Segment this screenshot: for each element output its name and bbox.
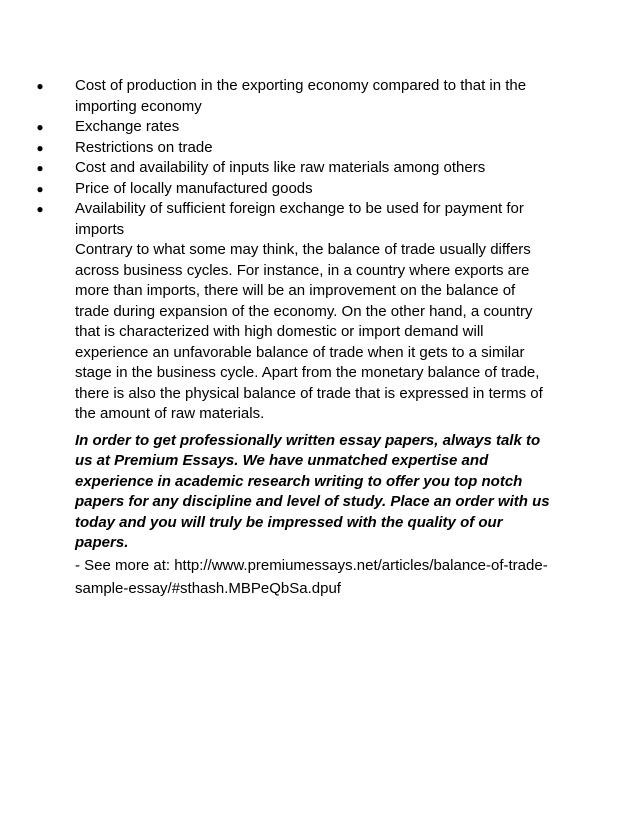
bullet-icon: ●: [36, 79, 44, 93]
list-item: [33, 158, 553, 179]
call-to-action: In order to get professionally written essay papers, always talk to us at Premium Essays. We have unmatched expertise and experience in academic research writing to offer you top notch papers for any discipline and level of study. Place an order with us today and you will truly be impressed with the quality of our papers.: [75, 431, 550, 551]
list-item-text: Exchange rates: [75, 118, 180, 135]
list-item-text: Price of locally manufactured goods: [75, 179, 313, 197]
list-item: [33, 179, 553, 200]
see-more-link[interactable]: - See more at: http://www.premiumessays.net/articles/balance-of-trade-sample-essay/#sthash.MBPeQbSa.dpuf: [75, 556, 548, 597]
bullet-icon: ●: [36, 181, 44, 196]
body-paragraph: Contrary to what some may think, the balance of trade usually differs across business cycles. For instance, in a country where exports are more than imports, there will be an improvement on the balance of trade during expansion of the economy. On the other hand, a country that is characterized with high domestic or import demand will experience an unfavorable balance of trade when it gets to a similar stage in the business cycle. Apart from the monetary balance of trade, there is also the physical balance of trade that is expressed in terms of the amount of raw materials.: [75, 241, 543, 422]
list-item: [33, 199, 553, 240]
list-item-text: Cost of production in the exporting economy compared to that in the importing economy: [75, 77, 527, 115]
list-item: [33, 76, 553, 117]
list-item-text: Availability of sufficient foreign exchange to be used for payment for imports: [75, 200, 524, 238]
list-item-text: Cost and availability of inputs like raw materials among others: [75, 159, 486, 176]
list-item: [33, 117, 553, 138]
list-item-text: Restrictions on trade: [75, 138, 213, 156]
list-item: [33, 138, 553, 159]
bullet-icon: ●: [36, 161, 44, 175]
bullet-icon: ●: [36, 140, 44, 155]
bullet-icon: ●: [36, 202, 44, 216]
document-body: [33, 76, 553, 600]
factors-list: [33, 76, 553, 240]
bullet-icon: ●: [36, 120, 44, 134]
